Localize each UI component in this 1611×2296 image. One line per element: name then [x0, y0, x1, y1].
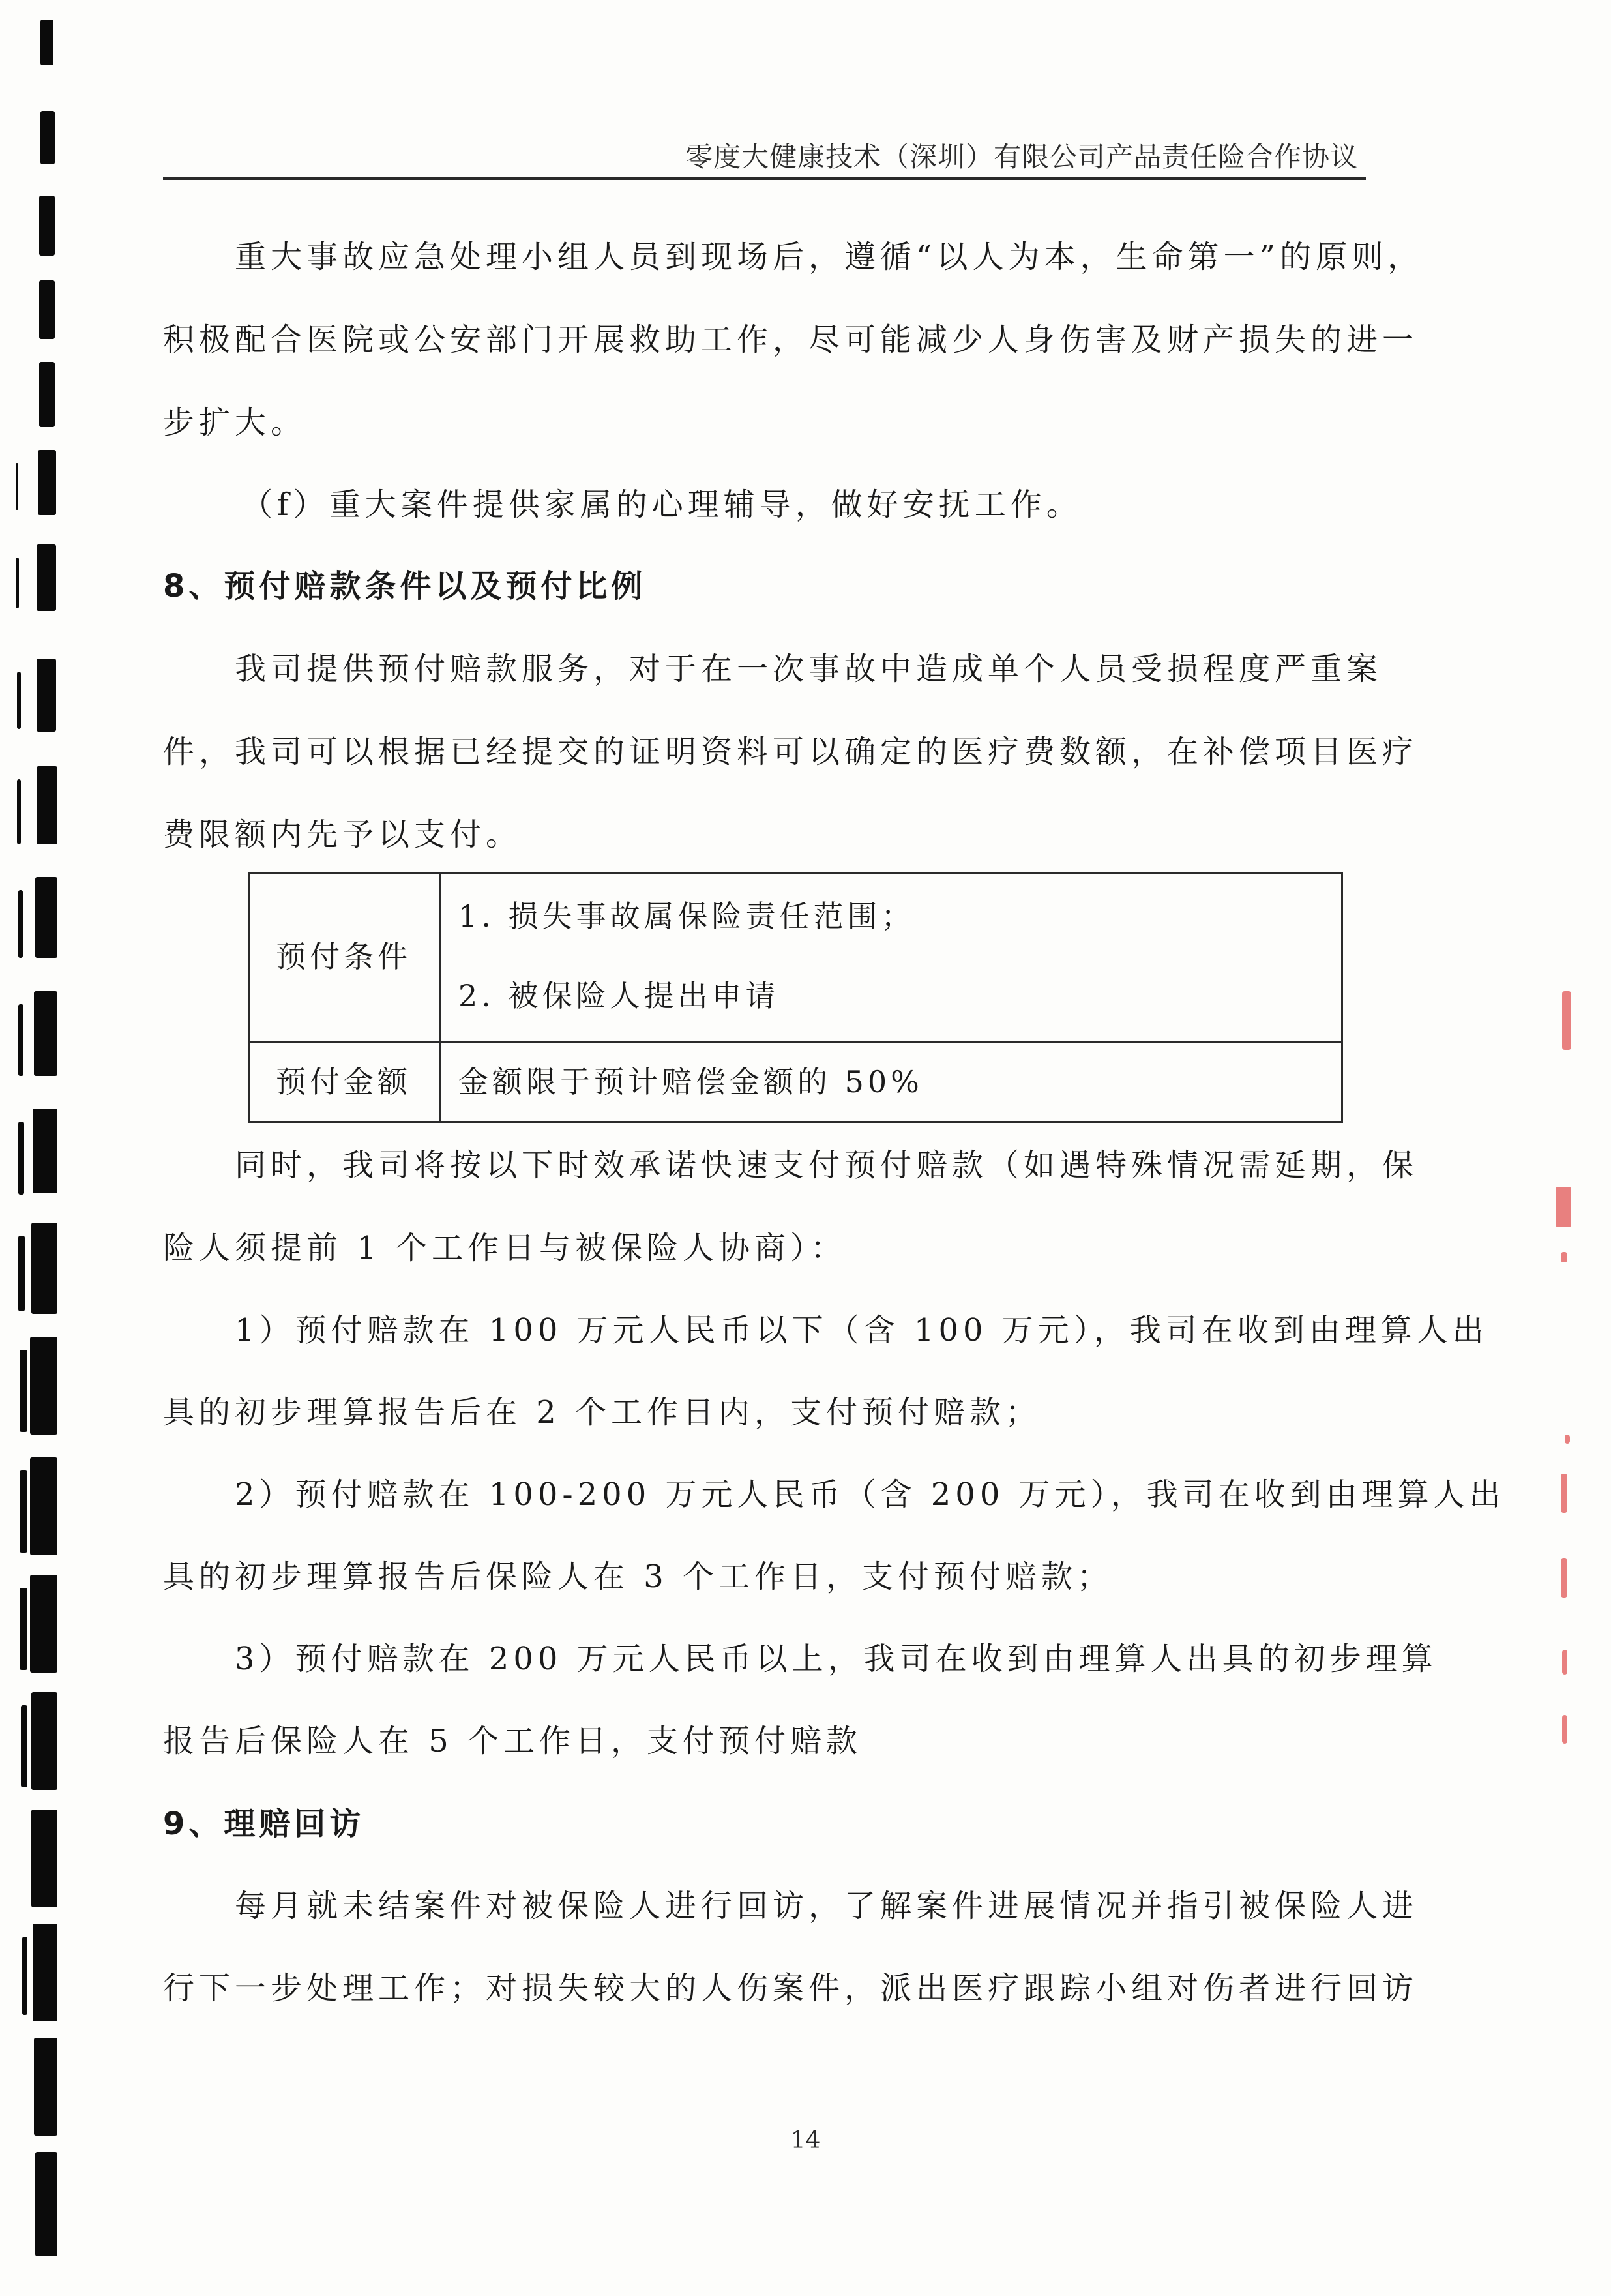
rule1-line-2: 具的初步理算报告后在 2 个工作日内，支付预付赔款；	[163, 1394, 1042, 1431]
section-8-heading: 8、预付赔款条件以及预付比例	[163, 568, 647, 604]
rule3-line-1: 3）预付赔款在 200 万元人民币以上，我司在收到由理算人出具的初步理算	[235, 1641, 1438, 1677]
advance-payment-table	[248, 872, 1343, 1123]
section-9-heading: 9、理赔回访	[163, 1806, 365, 1842]
para-after-table-line-2: 险人须提前 1 个工作日与被保险人协商）：	[163, 1230, 847, 1266]
rule2-line-1: 2）预付赔款在 100-200 万元人民币（含 200 万元），我司在收到由理算人出	[235, 1476, 1505, 1513]
table-row1-item-2: 2. 被保险人提出申请	[458, 978, 780, 1013]
para9-line-2: 行下一步处理工作；对损失较大的人伤案件，派出医疗跟踪小组对伤者进行回访	[163, 1970, 1419, 2006]
para1-line-2: 积极配合医院或公安部门开展救助工作，尽可能减少人身伤害及财产损失的进一	[163, 321, 1419, 358]
para8-line-3: 费限额内先予以支付。	[163, 816, 522, 853]
para8-line-2: 件，我司可以根据已经提交的证明资料可以确定的医疗费数额，在补偿项目医疗	[163, 734, 1419, 770]
para9-line-1: 每月就未结案件对被保险人进行回访，了解案件进展情况并指引被保险人进	[235, 1888, 1419, 1924]
header-title: 零度大健康技术（深圳）有限公司产品责任险合作协议	[685, 141, 1358, 173]
table-row2-value: 金额限于预计赔偿金额的 50%	[458, 1064, 923, 1099]
table-row2-label: 预付金额	[276, 1064, 411, 1099]
page-number: 14	[790, 2127, 821, 2154]
item-f: （f）重大案件提供家属的心理辅导，做好安抚工作。	[241, 486, 1082, 523]
table-row1-item-1: 1. 损失事故属保险责任范围；	[458, 899, 915, 934]
page-header	[163, 130, 1366, 180]
para8-line-1: 我司提供预付赔款服务，对于在一次事故中造成单个人员受损程度严重案	[235, 651, 1383, 687]
rule2-line-2: 具的初步理算报告后保险人在 3 个工作日，支付预付赔款；	[163, 1558, 1114, 1595]
para-after-table-line-1: 同时，我司将按以下时效承诺快速支付预付赔款（如遇特殊情况需延期，保	[235, 1147, 1419, 1184]
binding-marks	[0, 0, 72, 2296]
rule1-line-1: 1）预付赔款在 100 万元人民币以下（含 100 万元），我司在收到由理算人出	[235, 1312, 1488, 1349]
para1-line-3: 步扩大。	[163, 404, 307, 441]
para1-line-1: 重大事故应急处理小组人员到现场后，遵循“以人为本，生命第一”的原则，	[235, 239, 1424, 275]
rule3-line-2: 报告后保险人在 5 个工作日，支付预付赔款	[163, 1723, 863, 1759]
table-row1-label: 预付条件	[276, 939, 411, 974]
